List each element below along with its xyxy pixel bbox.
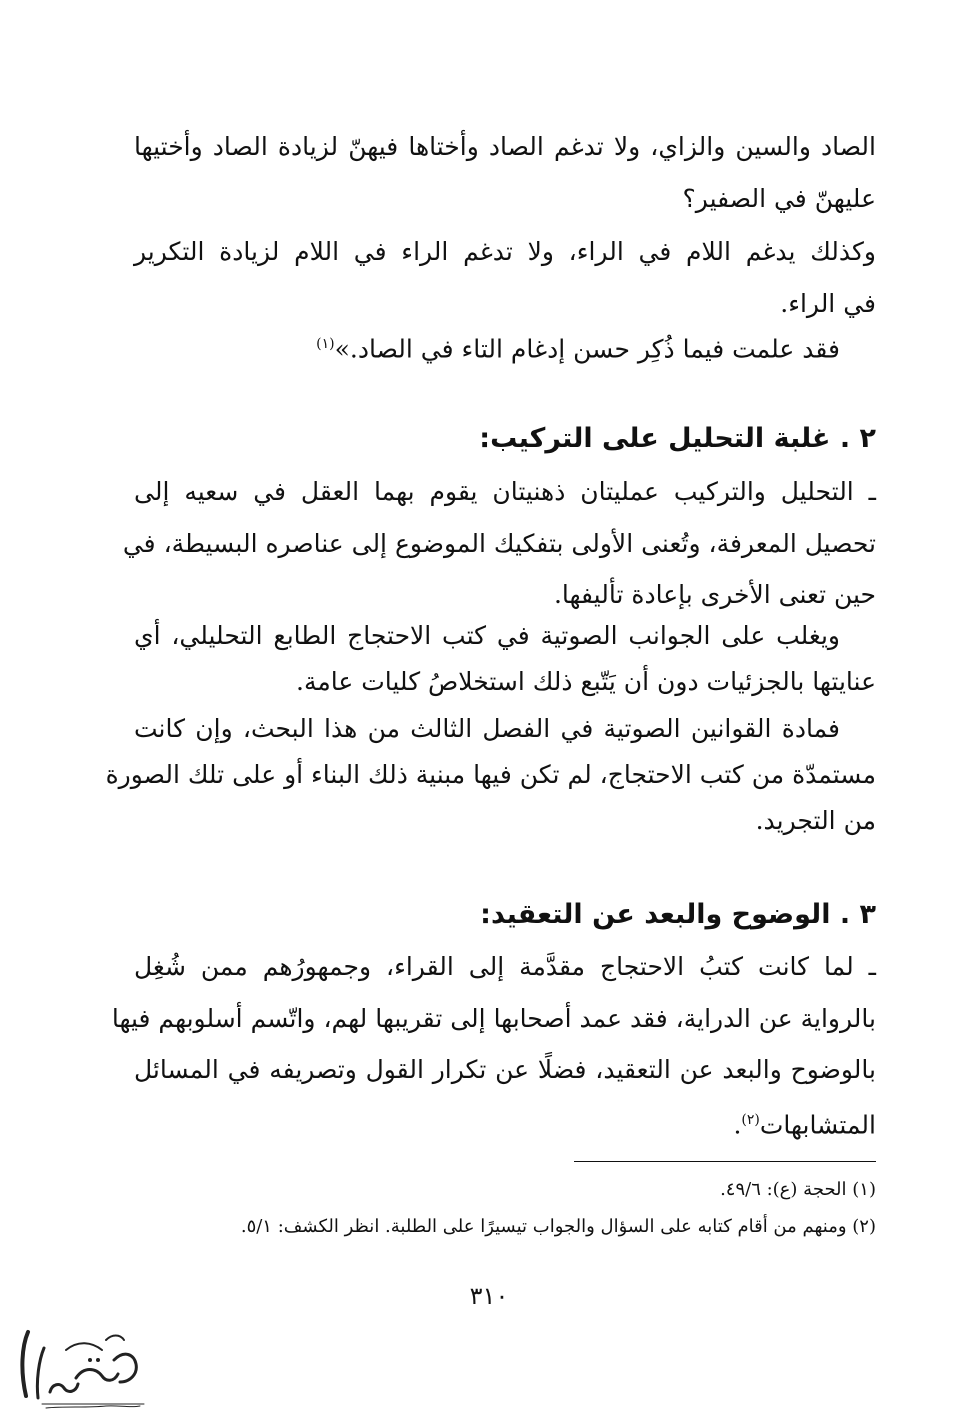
footnote-ref-2: (٢) <box>741 1112 760 1128</box>
body-line: الصاد والسين والزاي، ولا تدغم الصاد وأختاها فيهنّ لزيادة الصاد وأختيها <box>134 132 876 161</box>
footnote-2: (٢) ومنهم من أقام كتابه على السؤال والجواب تيسيرًا على الطلبة. انظر الكشف: ٥/١. <box>240 1216 876 1237</box>
quote-end-text: فقد علمت فيما ذُكِر حسن إدغام التاء في الصاد.» <box>334 334 840 364</box>
body-line: في الراء. <box>780 289 876 318</box>
body-line-last-period: . <box>733 1110 742 1140</box>
footnote-separator <box>574 1161 876 1162</box>
body-line: مستمدّة من كتب الاحتجاج، لم تكن فيها مبنية ذلك البناء أو على تلك الصورة <box>105 760 876 789</box>
body-line-last-text: المتشابهات <box>759 1110 876 1140</box>
page-number: ٣١٠ <box>469 1282 509 1310</box>
body-line: بالوضوح والبعد عن التعقيد، فضلًا عن تكرار القول وتصريفه في المسائل <box>134 1055 877 1084</box>
body-line-last <box>134 1094 876 1146</box>
footnote-ref-1: (١) <box>316 336 335 352</box>
body-line: ـ التحليل والتركيب عمليتان ذهنيتان يقوم بهما العقل في سعيه إلى <box>134 477 876 506</box>
body-line: من التجريد. <box>755 806 876 835</box>
quote-end-line <box>134 318 840 370</box>
body-line: عنايتها بالجزئيات دون أن يَتّبع ذلك استخلاصُ كليات عامة. <box>296 667 876 696</box>
body-line: وكذلك يدغم اللام في الراء، ولا تدغم الراء في اللام لزيادة التكرير <box>134 237 876 266</box>
body-line: ويغلب على الجوانب الصوتية في كتب الاحتجاج الطابع التحليلي، أي <box>134 621 840 650</box>
footnote-1: (١) الحجة (ع): ٤٩/٦. <box>720 1179 876 1200</box>
body-line: حين تعنى الأخرى بإعادة تأليفها. <box>553 580 876 609</box>
section-heading-2: ٢ . غلبة التحليل على التركيب: <box>479 423 876 454</box>
body-line: بالرواية عن الدراية، فقد عمد أصحابها إلى تقريبها لهم، واتّسم أسلوبهم فيها <box>111 1004 876 1033</box>
body-line: ـ لما كانت كتبُ الاحتجاج مقدَّمة إلى القراء، وجمهورُهم ممن شُغِل <box>134 952 876 981</box>
calligraphy-seal-logo <box>6 1320 156 1410</box>
body-line: فمادة القوانين الصوتية في الفصل الثالث من هذا البحث، وإن كانت <box>134 714 840 743</box>
body-line: تحصيل المعرفة، وتُعنى الأولى بتفكيك الموضوع إلى عناصره البسيطة، في <box>122 529 876 558</box>
section-heading-3: ٣ . الوضوح والبعد عن التعقيد: <box>480 899 876 930</box>
body-line: عليهنّ في الصفير؟ <box>682 184 876 213</box>
